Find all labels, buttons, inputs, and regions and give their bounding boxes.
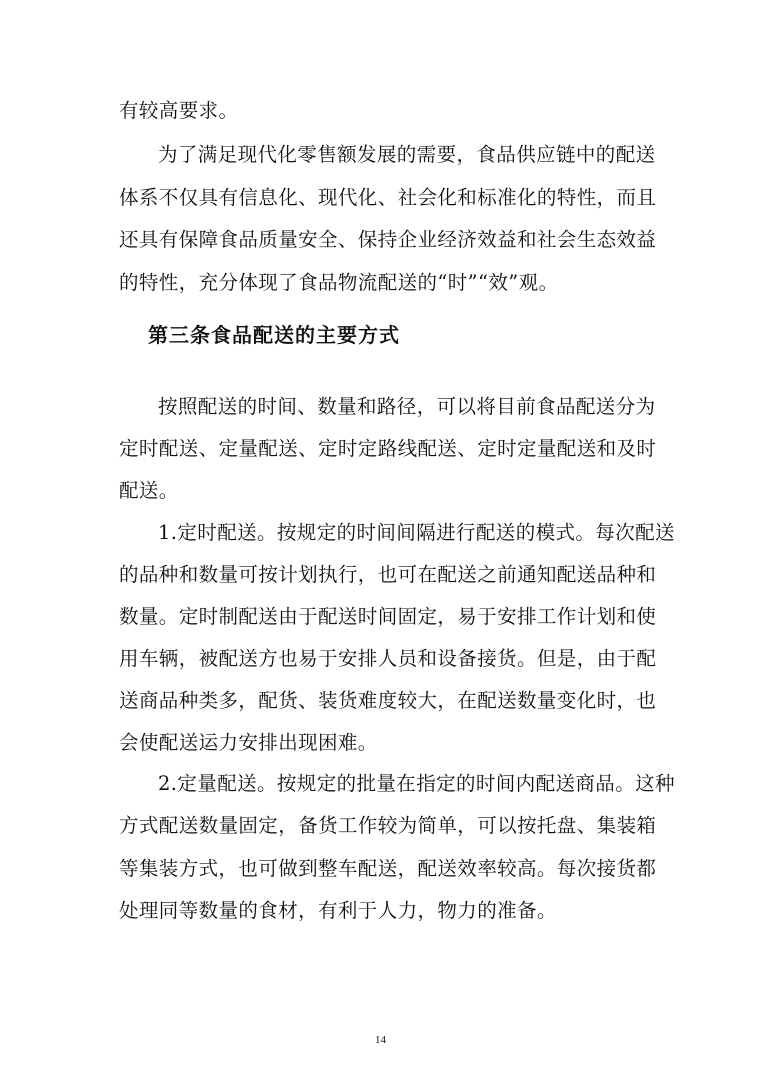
text-line: 处理同等数量的食材，有利于人力，物力的准备。 — [119, 899, 557, 922]
section-heading: 第三条食品配送的主要方式 — [148, 323, 400, 347]
text-line: 有较高要求。 — [119, 99, 239, 122]
text-line: 定时配送、定量配送、定时定路线配送、定时定量配送和及时 — [119, 437, 657, 460]
text-line: 还具有保障食品质量安全、保持企业经济效益和社会生态效益 — [119, 228, 657, 251]
text-line: 用车辆，被配送方也易于安排人员和设备接货。但是，由于配 — [119, 647, 657, 670]
text-line: 方式配送数量固定，备货工作较为简单，可以按托盘、集装箱 — [119, 814, 657, 837]
text-line: 送商品种类多，配货、装货难度较大，在配送数量变化时，也 — [119, 689, 657, 712]
text-line: 体系不仅具有信息化、现代化、社会化和标准化的特性，而且 — [119, 186, 657, 209]
text-line: 等集装方式，也可做到整车配送，配送效率较高。每次接货都 — [119, 857, 657, 880]
page-number: 14 — [375, 1034, 386, 1046]
text-line: 为了满足现代化零售额发展的需要，食品供应链中的配送 — [158, 143, 656, 166]
text-line: 2.定量配送。按规定的批量在指定的时间内配送商品。这种 — [158, 772, 675, 795]
text-line: 数量。定时制配送由于配送时间固定，易于安排工作计划和使 — [119, 605, 657, 628]
text-line: 的品种和数量可按计划执行，也可在配送之前通知配送品种和 — [119, 563, 657, 586]
text-line: 的特性，充分体现了食品物流配送的“时”“效”观。 — [119, 271, 559, 294]
text-line: 配送。 — [119, 479, 179, 502]
text-line: 会使配送运力安排出现困难。 — [119, 731, 378, 754]
text-line: 1.定时配送。按规定的时间间隔进行配送的模式。每次配送 — [158, 521, 675, 544]
text-line: 按照配送的时间、数量和路径，可以将目前食品配送分为 — [158, 395, 656, 418]
